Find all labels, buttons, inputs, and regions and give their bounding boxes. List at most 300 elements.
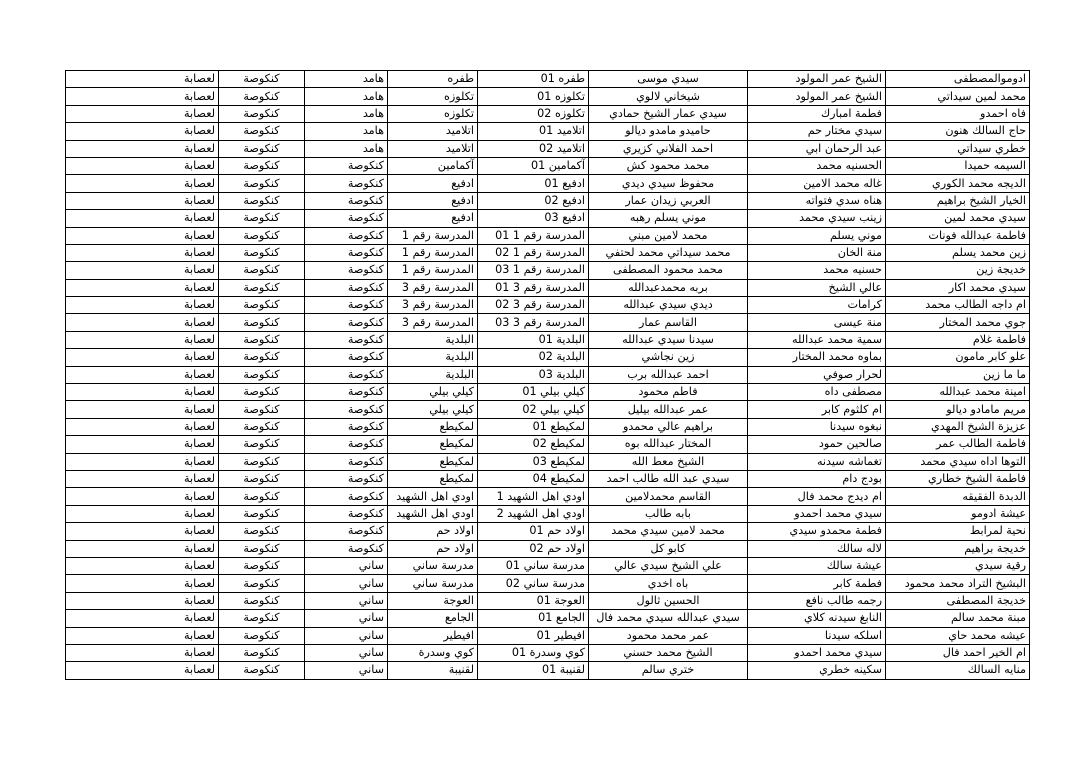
region-cell: لعصابة	[66, 366, 219, 383]
commune-cell: كنكوصة	[305, 523, 388, 540]
name-cell: سيدي مختار حم	[748, 123, 886, 140]
table-row	[66, 557, 1030, 574]
region-cell: لعصابة	[66, 610, 219, 627]
commune-cell: هامد	[305, 123, 388, 140]
commune-cell: كنكوصة	[305, 349, 388, 366]
station-cell: اولاد حم 01	[478, 523, 589, 540]
name-cell: السيمه حميدا	[886, 157, 1030, 174]
location-cell: المدرسة رقم 3	[388, 314, 478, 331]
department-cell: كنكوصة	[219, 488, 305, 505]
department-cell: كنكوصة	[219, 175, 305, 192]
commune-cell: كنكوصة	[305, 453, 388, 470]
name-cell: فاطمة الشيخ خطاري	[886, 470, 1030, 487]
table-row	[66, 453, 1030, 470]
name-cell: خطري سيداتي	[886, 140, 1030, 157]
commune-cell: هامد	[305, 71, 388, 88]
commune-cell: هامد	[305, 140, 388, 157]
department-cell: كنكوصة	[219, 662, 305, 679]
region-cell: لعصابة	[66, 627, 219, 644]
name-cell: سيدي عمار الشيخ حمادي	[589, 105, 748, 122]
region-cell: لعصابة	[66, 436, 219, 453]
name-cell: سكينه خطري	[748, 662, 886, 679]
name-cell: سيدي محمد اكار	[886, 279, 1030, 296]
region-cell: لعصابة	[66, 244, 219, 261]
name-cell: القاسم عمار	[589, 314, 748, 331]
commune-cell: كنكوصة	[305, 314, 388, 331]
location-cell: طفره	[388, 71, 478, 88]
station-cell: الجامع 01	[478, 610, 589, 627]
table-row	[66, 105, 1030, 122]
station-cell: اولاد حم 02	[478, 540, 589, 557]
location-cell: العوجة	[388, 592, 478, 609]
name-cell: رقية سيدي	[886, 557, 1030, 574]
location-cell: اتلاميد	[388, 140, 478, 157]
name-cell: عمر محمد محمود	[589, 627, 748, 644]
station-cell: المدرسة رقم 3 03	[478, 314, 589, 331]
table-row	[66, 349, 1030, 366]
department-cell: كنكوصة	[219, 505, 305, 522]
station-cell: لقنيبة 01	[478, 662, 589, 679]
name-cell: العربي زيدان عمار	[589, 192, 748, 209]
name-cell: امينة محمد عبدالله	[886, 384, 1030, 401]
name-cell: عزيزة الشيخ المهدي	[886, 418, 1030, 435]
department-cell: كنكوصة	[219, 575, 305, 592]
department-cell: كنكوصة	[219, 384, 305, 401]
department-cell: كنكوصة	[219, 192, 305, 209]
commune-cell: كنكوصة	[305, 384, 388, 401]
name-cell: رجمه طالب نافع	[748, 592, 886, 609]
table-row	[66, 244, 1030, 261]
table-row	[66, 436, 1030, 453]
name-cell: خديجة براهيم	[886, 540, 1030, 557]
name-cell: محمد محمود كش	[589, 157, 748, 174]
name-cell: كابو كل	[589, 540, 748, 557]
location-cell: اتلاميد	[388, 123, 478, 140]
data-table	[65, 70, 1030, 680]
commune-cell: كنكوصة	[305, 331, 388, 348]
name-cell: فاطمة الطالب عمر	[886, 436, 1030, 453]
table-row	[66, 366, 1030, 383]
commune-cell: كنكوصة	[305, 470, 388, 487]
department-cell: كنكوصة	[219, 436, 305, 453]
location-cell: لمكيطع	[388, 418, 478, 435]
table-row	[66, 470, 1030, 487]
region-cell: لعصابة	[66, 557, 219, 574]
station-cell: العوجة 01	[478, 592, 589, 609]
region-cell: لعصابة	[66, 349, 219, 366]
table-row	[66, 210, 1030, 227]
name-cell: الشيخ معط الله	[589, 453, 748, 470]
station-cell: لمكيطع 03	[478, 453, 589, 470]
name-cell: التوها اداه سيدي محمد	[886, 453, 1030, 470]
location-cell: اولاد حم	[388, 523, 478, 540]
location-cell: لمكيطع	[388, 453, 478, 470]
station-cell: اتلاميد 02	[478, 140, 589, 157]
location-cell: البلدية	[388, 366, 478, 383]
name-cell: ام ديدج محمد فال	[748, 488, 886, 505]
name-cell: ام كلثوم كابر	[748, 401, 886, 418]
department-cell: كنكوصة	[219, 557, 305, 574]
commune-cell: كنكوصة	[305, 279, 388, 296]
name-cell: عالي الشيخ	[748, 279, 886, 296]
name-cell: بابه طالب	[589, 505, 748, 522]
department-cell: كنكوصة	[219, 244, 305, 261]
name-cell: الخيار الشيخ براهيم	[886, 192, 1030, 209]
name-cell: فطمة امبارك	[748, 105, 886, 122]
region-cell: لعصابة	[66, 314, 219, 331]
station-cell: كوي وسدرة 01	[478, 644, 589, 661]
name-cell: فاطم محمود	[589, 384, 748, 401]
department-cell: كنكوصة	[219, 523, 305, 540]
commune-cell: كنكوصة	[305, 505, 388, 522]
department-cell: كنكوصة	[219, 297, 305, 314]
region-cell: لعصابة	[66, 384, 219, 401]
commune-cell: كنكوصة	[305, 366, 388, 383]
commune-cell: ساني	[305, 557, 388, 574]
department-cell: كنكوصة	[219, 453, 305, 470]
region-cell: لعصابة	[66, 279, 219, 296]
location-cell: مدرسة ساني	[388, 575, 478, 592]
region-cell: لعصابة	[66, 331, 219, 348]
location-cell: اودي اهل الشهيد	[388, 488, 478, 505]
station-cell: آكمامين 01	[478, 157, 589, 174]
commune-cell: كنكوصة	[305, 262, 388, 279]
name-cell: حسنيه محمد	[748, 262, 886, 279]
name-cell: محمد لمين سيداتي	[886, 88, 1030, 105]
table-row	[66, 71, 1030, 88]
table-row	[66, 610, 1030, 627]
name-cell: موني يسلم	[748, 227, 886, 244]
station-cell: البلدية 01	[478, 331, 589, 348]
region-cell: لعصابة	[66, 262, 219, 279]
location-cell: تكلوزه	[388, 88, 478, 105]
name-cell: الدبدة الفقيقه	[886, 488, 1030, 505]
name-cell: بودج دام	[748, 470, 886, 487]
region-cell: لعصابة	[66, 88, 219, 105]
name-cell: خديجة زين	[886, 262, 1030, 279]
station-cell: اودي اهل الشهيد 2	[478, 505, 589, 522]
commune-cell: كنكوصة	[305, 227, 388, 244]
location-cell: آكمامين	[388, 157, 478, 174]
region-cell: لعصابة	[66, 644, 219, 661]
name-cell: فاطمة غلام	[886, 331, 1030, 348]
region-cell: لعصابة	[66, 418, 219, 435]
table-row	[66, 505, 1030, 522]
region-cell: لعصابة	[66, 453, 219, 470]
location-cell: مدرسة ساني	[388, 557, 478, 574]
commune-cell: كنكوصة	[305, 418, 388, 435]
location-cell: لمكيطع	[388, 436, 478, 453]
name-cell: منايه السالك	[886, 662, 1030, 679]
name-cell: زين نجاشي	[589, 349, 748, 366]
name-cell: عيشة سالك	[748, 557, 886, 574]
name-cell: محفوظ سيدي ديدي	[589, 175, 748, 192]
table-row	[66, 384, 1030, 401]
name-cell: غاله محمد الامين	[748, 175, 886, 192]
name-cell: الحسنيه محمد	[748, 157, 886, 174]
department-cell: كنكوصة	[219, 331, 305, 348]
station-cell: طفره 01	[478, 71, 589, 88]
name-cell: زين محمد يسلم	[886, 244, 1030, 261]
region-cell: لعصابة	[66, 210, 219, 227]
name-cell: محمد محمود المصطفى	[589, 262, 748, 279]
commune-cell: كنكوصة	[305, 540, 388, 557]
name-cell: حاج السالك هنون	[886, 123, 1030, 140]
station-cell: افيطير 01	[478, 627, 589, 644]
name-cell: المختار عبدالله بوه	[589, 436, 748, 453]
commune-cell: ساني	[305, 627, 388, 644]
department-cell: كنكوصة	[219, 210, 305, 227]
table-row	[66, 401, 1030, 418]
region-cell: لعصابة	[66, 488, 219, 505]
region-cell: لعصابة	[66, 575, 219, 592]
station-cell: مدرسة ساني 02	[478, 575, 589, 592]
station-cell: المدرسة رقم 1 01	[478, 227, 589, 244]
table-row	[66, 262, 1030, 279]
name-cell: سيدي عبدالله سيدي محمد فال	[589, 610, 748, 627]
name-cell: تغماشه سيدنه	[748, 453, 886, 470]
location-cell: تكلوزه	[388, 105, 478, 122]
table-row	[66, 540, 1030, 557]
name-cell: سيدي محمد احمدو	[748, 505, 886, 522]
name-cell: كرامات	[748, 297, 886, 314]
station-cell: لمكيطع 04	[478, 470, 589, 487]
department-cell: كنكوصة	[219, 157, 305, 174]
region-cell: لعصابة	[66, 157, 219, 174]
station-cell: لمكيطع 01	[478, 418, 589, 435]
location-cell: اودي اهل الشهيد	[388, 505, 478, 522]
name-cell: موني يسلم رهبه	[589, 210, 748, 227]
table-row	[66, 644, 1030, 661]
department-cell: كنكوصة	[219, 227, 305, 244]
department-cell: كنكوصة	[219, 279, 305, 296]
station-cell: مدرسة ساني 01	[478, 557, 589, 574]
name-cell: احمد الفلاني كزيري	[589, 140, 748, 157]
department-cell: كنكوصة	[219, 262, 305, 279]
department-cell: كنكوصة	[219, 349, 305, 366]
department-cell: كنكوصة	[219, 123, 305, 140]
table-row	[66, 297, 1030, 314]
table-row	[66, 123, 1030, 140]
station-cell: المدرسة رقم 3 01	[478, 279, 589, 296]
commune-cell: كنكوصة	[305, 157, 388, 174]
name-cell: ام داجه الطالب محمد	[886, 297, 1030, 314]
department-cell: كنكوصة	[219, 71, 305, 88]
table-row	[66, 227, 1030, 244]
region-cell: لعصابة	[66, 175, 219, 192]
location-cell: ادفيع	[388, 210, 478, 227]
department-cell: كنكوصة	[219, 88, 305, 105]
location-cell: الجامع	[388, 610, 478, 627]
station-cell: المدرسة رقم 1 03	[478, 262, 589, 279]
station-cell: البلدية 03	[478, 366, 589, 383]
table-row	[66, 488, 1030, 505]
station-cell: تكلوزه 01	[478, 88, 589, 105]
location-cell: كوي وسدرة	[388, 644, 478, 661]
region-cell: لعصابة	[66, 401, 219, 418]
location-cell: المدرسة رقم 1	[388, 244, 478, 261]
region-cell: لعصابة	[66, 105, 219, 122]
name-cell: فطمة كابر	[748, 575, 886, 592]
name-cell: شيخاني لالوي	[589, 88, 748, 105]
location-cell: ادفيع	[388, 192, 478, 209]
name-cell: مصطفى داه	[748, 384, 886, 401]
name-cell: محمد لامين سيدي محمد	[589, 523, 748, 540]
region-cell: لعصابة	[66, 227, 219, 244]
commune-cell: كنكوصة	[305, 192, 388, 209]
commune-cell: كنكوصة	[305, 175, 388, 192]
station-cell: ادفيع 03	[478, 210, 589, 227]
name-cell: باه اخدي	[589, 575, 748, 592]
location-cell: المدرسة رقم 3	[388, 279, 478, 296]
department-cell: كنكوصة	[219, 418, 305, 435]
name-cell: عبد الرحمان ابي	[748, 140, 886, 157]
name-cell: الديجه محمد الكوري	[886, 175, 1030, 192]
department-cell: كنكوصة	[219, 401, 305, 418]
department-cell: كنكوصة	[219, 610, 305, 627]
name-cell: البشيخ التراد محمد محمود	[886, 575, 1030, 592]
department-cell: كنكوصة	[219, 627, 305, 644]
name-cell: سمية محمد عبدالله	[748, 331, 886, 348]
commune-cell: كنكوصة	[305, 210, 388, 227]
name-cell: لاله سالك	[748, 540, 886, 557]
location-cell: ادفيع	[388, 175, 478, 192]
table-row	[66, 418, 1030, 435]
name-cell: محمد سيداتي محمد لحتفي	[589, 244, 748, 261]
commune-cell: ساني	[305, 662, 388, 679]
table-row	[66, 314, 1030, 331]
station-cell: المدرسة رقم 1 02	[478, 244, 589, 261]
table-row	[66, 523, 1030, 540]
region-cell: لعصابة	[66, 505, 219, 522]
commune-cell: كنكوصة	[305, 244, 388, 261]
name-cell: عيشه محمد حاي	[886, 627, 1030, 644]
commune-cell: هامد	[305, 88, 388, 105]
table-row	[66, 279, 1030, 296]
region-cell: لعصابة	[66, 297, 219, 314]
name-cell: براهيم عالي محمدو	[589, 418, 748, 435]
region-cell: لعصابة	[66, 662, 219, 679]
name-cell: سيدي محمد احمدو	[748, 644, 886, 661]
name-cell: محمد لامين مبني	[589, 227, 748, 244]
location-cell: البلدية	[388, 349, 478, 366]
region-cell: لعصابة	[66, 470, 219, 487]
station-cell: ادفيع 02	[478, 192, 589, 209]
commune-cell: كنكوصة	[305, 436, 388, 453]
name-cell: مبنة محمد سالم	[886, 610, 1030, 627]
name-cell: ختري سالم	[589, 662, 748, 679]
table-row	[66, 140, 1030, 157]
station-cell: اتلاميد 01	[478, 123, 589, 140]
department-cell: كنكوصة	[219, 366, 305, 383]
department-cell: كنكوصة	[219, 314, 305, 331]
station-cell: ادفيع 01	[478, 175, 589, 192]
name-cell: النابغ سيدنه كلاي	[748, 610, 886, 627]
region-cell: لعصابة	[66, 523, 219, 540]
location-cell: المدرسة رقم 1	[388, 262, 478, 279]
name-cell: نبغوه سيدنا	[748, 418, 886, 435]
name-cell: القاسم محمدلامين	[589, 488, 748, 505]
name-cell: عمر عبدالله بيليل	[589, 401, 748, 418]
department-cell: كنكوصة	[219, 540, 305, 557]
table-row	[66, 157, 1030, 174]
name-cell: هناه سدي فتواته	[748, 192, 886, 209]
station-cell: تكلوزه 02	[478, 105, 589, 122]
name-cell: احمد عبدالله برب	[589, 366, 748, 383]
station-cell: كيلي بيلي 01	[478, 384, 589, 401]
location-cell: المدرسة رقم 3	[388, 297, 478, 314]
name-cell: الشيخ محمد حسني	[589, 644, 748, 661]
department-cell: كنكوصة	[219, 105, 305, 122]
name-cell: منة الخان	[748, 244, 886, 261]
location-cell: اولاد حم	[388, 540, 478, 557]
name-cell: اسلكه سيدنا	[748, 627, 886, 644]
name-cell: مريم مامادو ديالو	[886, 401, 1030, 418]
table-row	[66, 627, 1030, 644]
name-cell: خديجة المصطفى	[886, 592, 1030, 609]
commune-cell: ساني	[305, 644, 388, 661]
name-cell: منة عيسى	[748, 314, 886, 331]
department-cell: كنكوصة	[219, 140, 305, 157]
station-cell: اودي اهل الشهيد 1	[478, 488, 589, 505]
commune-cell: هامد	[305, 105, 388, 122]
name-cell: فاطمة عبدالله فونات	[886, 227, 1030, 244]
region-cell: لعصابة	[66, 540, 219, 557]
table-row	[66, 331, 1030, 348]
commune-cell: ساني	[305, 592, 388, 609]
location-cell: افيطير	[388, 627, 478, 644]
station-cell: البلدية 02	[478, 349, 589, 366]
region-cell: لعصابة	[66, 140, 219, 157]
name-cell: ام الخير احمد فال	[886, 644, 1030, 661]
commune-cell: كنكوصة	[305, 401, 388, 418]
table-row	[66, 192, 1030, 209]
commune-cell: ساني	[305, 610, 388, 627]
commune-cell: كنكوصة	[305, 488, 388, 505]
table-body	[66, 71, 1030, 680]
table-row	[66, 88, 1030, 105]
station-cell: كيلي بيلي 02	[478, 401, 589, 418]
name-cell: علو كابر مامون	[886, 349, 1030, 366]
location-cell: لمكيطع	[388, 470, 478, 487]
location-cell: كيلي بيلي	[388, 401, 478, 418]
region-cell: لعصابة	[66, 592, 219, 609]
name-cell: بماوه محمد المختار	[748, 349, 886, 366]
table-row	[66, 592, 1030, 609]
location-cell: البلدية	[388, 331, 478, 348]
name-cell: نحية لمرابط	[886, 523, 1030, 540]
name-cell: الشيخ عمر المولود	[748, 71, 886, 88]
commune-cell: كنكوصة	[305, 297, 388, 314]
location-cell: لقنيبة	[388, 662, 478, 679]
name-cell: سيدنا سيدي عبدالله	[589, 331, 748, 348]
region-cell: لعصابة	[66, 71, 219, 88]
table-row	[66, 175, 1030, 192]
region-cell: لعصابة	[66, 192, 219, 209]
region-cell: لعصابة	[66, 123, 219, 140]
department-cell: كنكوصة	[219, 470, 305, 487]
name-cell: ديدي سيدي عبدالله	[589, 297, 748, 314]
name-cell: علي الشيخ سيدي عالي	[589, 557, 748, 574]
department-cell: كنكوصة	[219, 592, 305, 609]
name-cell: سيدي موسى	[589, 71, 748, 88]
location-cell: كيلي بيلي	[388, 384, 478, 401]
name-cell: سيدي محمد لمين	[886, 210, 1030, 227]
name-cell: عيشة ادومو	[886, 505, 1030, 522]
location-cell: المدرسة رقم 1	[388, 227, 478, 244]
name-cell: فطمة محمدو سيدي	[748, 523, 886, 540]
name-cell: لحرار صوفي	[748, 366, 886, 383]
